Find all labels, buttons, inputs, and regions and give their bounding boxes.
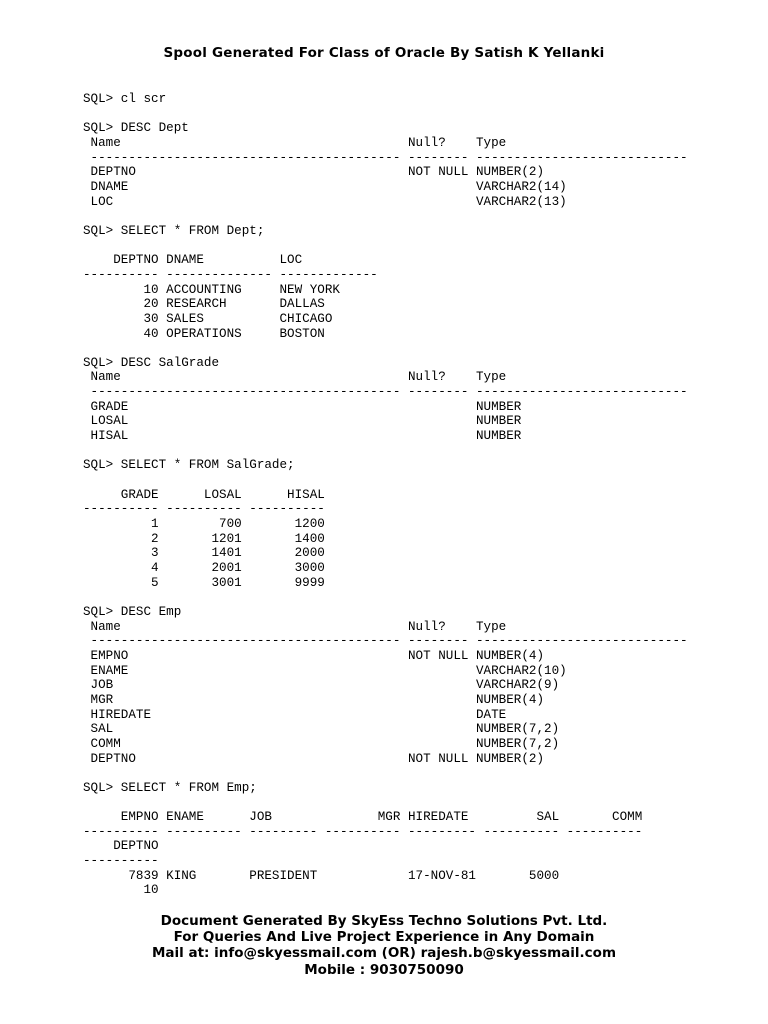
spool-line: Name Null? Type	[83, 370, 507, 385]
footer-queries-line: For Queries And Live Project Experience in Any Domain	[173, 929, 595, 946]
spool-line: HIREDATE DATE	[83, 707, 507, 722]
spool-line: DEPTNO DNAME LOC	[83, 253, 303, 268]
spool-line: ----------	[83, 854, 159, 869]
header-title: Spool Generated For Class of Oracle By Satish K Yellanki	[163, 45, 605, 61]
spool-line: LOC VARCHAR2(13)	[83, 194, 567, 209]
spool-line: 20 RESEARCH DALLAS	[83, 297, 325, 312]
spool-line: DEPTNO NOT NULL NUMBER(2)	[83, 165, 545, 180]
spool-line: SQL> DESC Emp	[83, 604, 182, 619]
spool-line	[83, 209, 688, 224]
spool-line: ---------- -------------- -------------	[83, 267, 378, 282]
spool-line: 10	[83, 883, 159, 898]
spool-line: GRADE LOSAL HISAL	[83, 487, 325, 502]
spool-line: ----------------------------------------- -------- ----------------------------	[83, 634, 688, 649]
spool-line: 10 ACCOUNTING NEW YORK	[83, 282, 340, 297]
spool-line: ---------- ---------- ----------	[83, 502, 325, 517]
spool-line: ----------------------------------------- -------- ----------------------------	[83, 385, 688, 400]
spool-line: ENAME VARCHAR2(10)	[83, 663, 567, 678]
spool-line	[83, 107, 688, 122]
footer-company-line: Document Generated By SkyEss Techno Solutions Pvt. Ltd.	[160, 913, 608, 929]
spool-line	[83, 444, 688, 459]
spool-line	[83, 590, 688, 605]
spool-line: JOB VARCHAR2(9)	[83, 678, 560, 693]
spool-line	[83, 796, 688, 811]
spool-line: SQL> cl scr	[83, 92, 167, 106]
spool-line: SQL> SELECT * FROM Dept;	[83, 223, 265, 238]
spool-line: SQL> DESC SalGrade	[83, 355, 220, 370]
document-footer	[0, 913, 768, 978]
spool-line	[83, 473, 688, 488]
spool-line: LOSAL NUMBER	[83, 414, 522, 429]
spool-line: SQL> DESC Dept	[83, 121, 189, 136]
spool-line: SAL NUMBER(7,2)	[83, 722, 560, 737]
spool-line	[83, 766, 688, 781]
spool-line: COMM NUMBER(7,2)	[83, 736, 560, 751]
spool-line: 3 1401 2000	[83, 546, 325, 561]
spool-line: 1 700 1200	[83, 517, 325, 532]
spool-line: GRADE NUMBER	[83, 399, 522, 414]
spool-line: 7839 KING PRESIDENT 17-NOV-81 5000	[83, 868, 560, 883]
spool-line: 2 1201 1400	[83, 531, 325, 546]
spool-line: DNAME VARCHAR2(14)	[83, 179, 567, 194]
spool-output	[83, 92, 688, 898]
document-header	[0, 45, 768, 61]
footer-mail-line: Mail at: info@skyessmail.com (OR) rajesh.b@skyessmail.com	[151, 945, 617, 962]
spool-line: MGR NUMBER(4)	[83, 692, 545, 707]
spool-line: 30 SALES CHICAGO	[83, 311, 333, 326]
spool-line: Name Null? Type	[83, 135, 507, 150]
spool-line: DEPTNO NOT NULL NUMBER(2)	[83, 751, 545, 766]
spool-line: Name Null? Type	[83, 619, 507, 634]
spool-line: ---------- ---------- --------- ---------- --------- ---------- ----------	[83, 824, 643, 839]
spool-line: DEPTNO	[83, 839, 159, 854]
spool-line: EMPNO NOT NULL NUMBER(4)	[83, 648, 545, 663]
spool-line: SQL> SELECT * FROM Emp;	[83, 780, 257, 795]
spool-line: SQL> SELECT * FROM SalGrade;	[83, 458, 295, 473]
spool-line: 4 2001 3000	[83, 561, 325, 575]
spool-line	[83, 239, 688, 254]
footer-mobile-line: Mobile : 9030750090	[304, 961, 464, 978]
spool-line: HISAL NUMBER	[83, 429, 522, 444]
spool-line: EMPNO ENAME JOB MGR HIREDATE SAL COMM	[83, 810, 643, 825]
spool-line: 5 3001 9999	[83, 575, 325, 590]
spool-line	[83, 341, 688, 356]
spool-line: ----------------------------------------- -------- ----------------------------	[83, 150, 688, 165]
spool-line: 40 OPERATIONS BOSTON	[83, 326, 325, 341]
